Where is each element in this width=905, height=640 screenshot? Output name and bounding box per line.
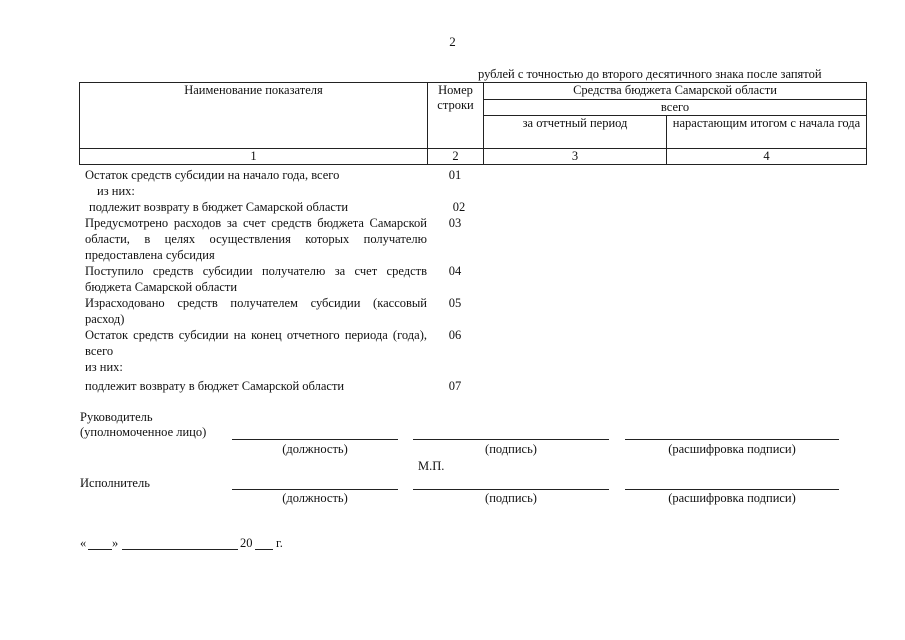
report-header-table (79, 82, 867, 165)
col-cumulative-header: нарастающим итогом с начала года (667, 116, 867, 149)
row-label: Остаток средств субсидии на начало года, всего (85, 168, 340, 182)
table-row (85, 359, 485, 375)
head-label (80, 410, 206, 440)
col-budget-header: Средства бюджета Самарской области (484, 83, 867, 100)
row-label: Поступило средств субсидии получателю за счет средств бюджета Самарской области (85, 264, 427, 294)
row-code: 04 (448, 264, 462, 278)
row-label: подлежит возврату в бюджет Самарской области (89, 200, 349, 214)
date-day-blank[interactable] (88, 549, 112, 550)
date-year-suffix: г. (276, 536, 283, 550)
executor-position-caption: (должность) (282, 491, 348, 505)
stamp-label: М.П. (418, 459, 445, 473)
col-total-header: всего (484, 100, 867, 116)
row-code: 02 (452, 200, 466, 214)
table-row (85, 295, 485, 327)
row-label: Остаток средств субсидии на конец отчетного периода (года), всего (85, 328, 427, 358)
table-row (85, 378, 485, 394)
indicator-rows (85, 167, 485, 394)
row-code: 03 (448, 216, 462, 230)
executor-signature-caption: (подпись) (485, 491, 537, 505)
date-open-quote: « (80, 536, 87, 550)
date-line (80, 536, 300, 552)
row-code: 07 (448, 379, 462, 393)
executor-label: Исполнитель (80, 476, 150, 490)
executor-decode-line[interactable] (625, 489, 839, 490)
head-signature-caption: (подпись) (485, 442, 537, 456)
col-number-2: 2 (428, 149, 484, 165)
executor-position-line[interactable] (232, 489, 398, 490)
col-name-header: Наименование показателя (80, 83, 428, 149)
head-label-line2: (уполномоченное лицо) (80, 425, 207, 439)
table-row (85, 327, 485, 359)
col-row-header: Номер строки (428, 83, 484, 149)
date-year-blank[interactable] (255, 549, 273, 550)
table-row (85, 183, 485, 199)
head-label-line1: Руководитель (80, 410, 153, 424)
row-code: 01 (448, 168, 462, 182)
executor-decode-caption: (расшифровка подписи) (668, 491, 796, 505)
row-code: 06 (448, 328, 462, 342)
col-period-header: за отчетный период (484, 116, 667, 149)
head-position-caption: (должность) (282, 442, 348, 456)
page-number: 2 (449, 34, 456, 49)
table-row (85, 199, 485, 215)
row-code: 05 (448, 296, 462, 310)
col-number-3: 3 (484, 149, 667, 165)
date-year-prefix: 20 (240, 536, 253, 550)
table-row (85, 263, 485, 295)
row-label: подлежит возврату в бюджет Самарской области (85, 379, 345, 393)
head-decode-caption: (расшифровка подписи) (668, 442, 796, 456)
row-label: из них: (85, 360, 123, 374)
col-number-1: 1 (80, 149, 428, 165)
head-position-line[interactable] (232, 439, 398, 440)
head-signature-line[interactable] (413, 439, 609, 440)
row-label: Предусмотрено расходов за счет средств бюджета Самарской области, в целях осуществления которых получателю предоставлена субсидия (85, 216, 427, 262)
executor-signature-line[interactable] (413, 489, 609, 490)
table-row (85, 215, 485, 263)
table-row (85, 167, 485, 183)
row-label: из них: (97, 184, 135, 198)
row-label: Израсходовано средств получателем субсидии (кассовый расход) (85, 296, 427, 326)
units-note: рублей с точностью до второго десятичного знака после запятой (478, 67, 822, 81)
date-month-blank[interactable] (122, 549, 238, 550)
col-number-4: 4 (667, 149, 867, 165)
head-decode-line[interactable] (625, 439, 839, 440)
date-close-quote: » (112, 536, 119, 550)
